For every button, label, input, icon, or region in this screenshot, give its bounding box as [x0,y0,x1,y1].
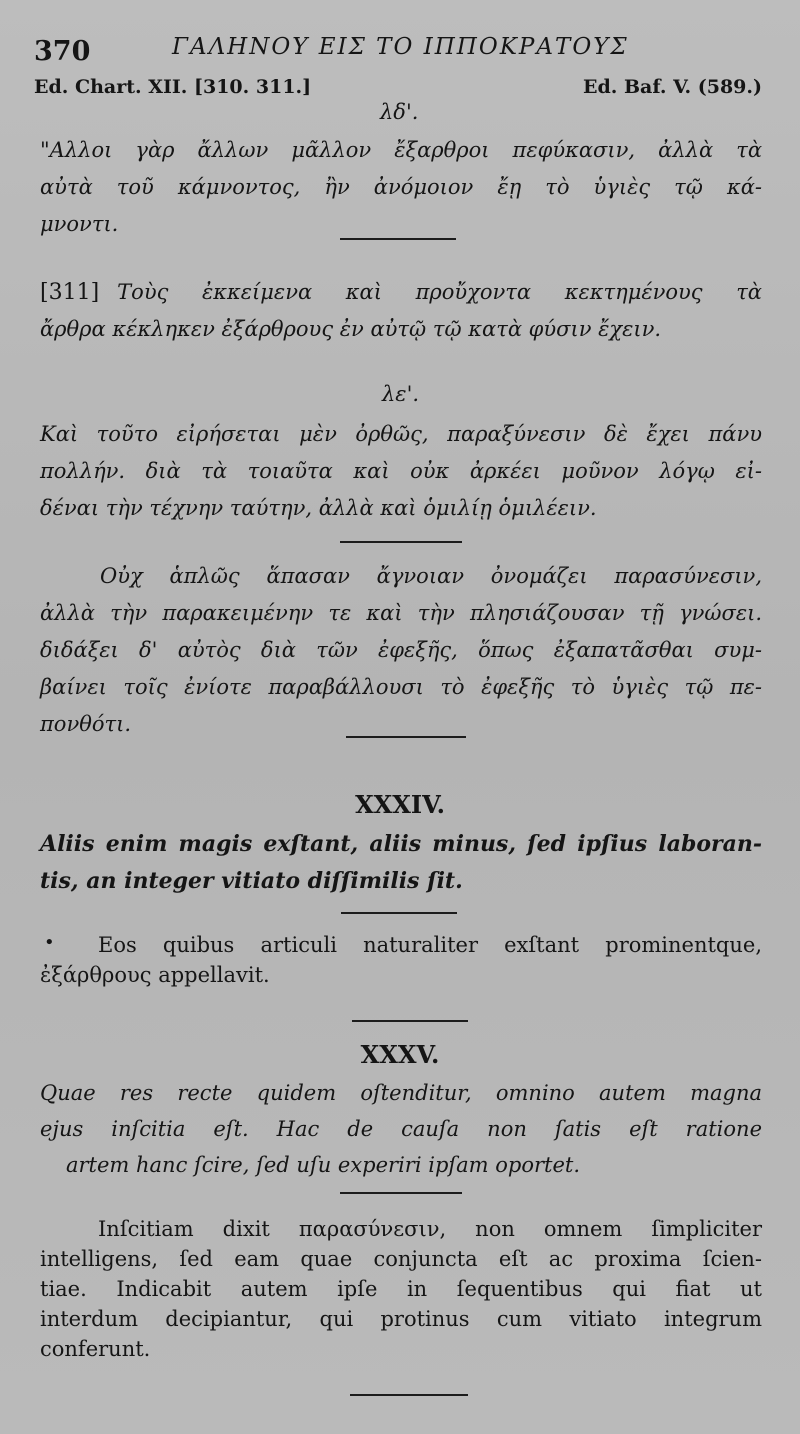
page-marker-311: [311] [40,280,100,305]
text-line: Aliis enim magis exſtant, aliis minus, ſed ipſius laboran- [40,831,762,857]
text-line: ἄρθρα κέκληκεν ἐξάρθρους ἐν αὐτῷ τῷ κατὰ φύσιν ἔχειν. [40,317,662,341]
text-line: intelligens, ſed eam quae conjuncta eſt ac proxima ſcien- [40,1247,762,1271]
section-divider [350,1394,468,1396]
greek-aphorism-34 [40,132,762,243]
section-divider [341,912,457,914]
greek-commentary-35 [40,558,762,743]
text-line: tiae. Indicabit autem ipſe in ſequentibus qui fiat ut [40,1277,762,1301]
text-line: βαίνει τοῖς ἐνίοτε παραβάλλουσι τὸ ἐφεξῆς τὸ ὑγιὲς τῷ πε- [40,675,762,699]
latin-aphorism-35 [40,1075,762,1183]
section-number-greek-35: λε'. [382,382,420,406]
text-line: artem hanc ſcire, ſed uſu experiri ipſam oportet. [66,1153,581,1177]
text-line: πονθότι. [40,712,132,736]
bullet-mark: • [44,932,55,953]
text-line: conferunt. [40,1337,151,1361]
text-line [40,274,762,311]
text-line: "Αλλοι γὰρ ἄλλων μᾶλλον ἔξαρθροι πεφύκασιν, ἀλλὰ τὰ [40,138,762,162]
edition-reference-right: Ed. Baf. V. (589.) [583,76,762,98]
text-line-part: Τοὺς ἐκκείμενα καὶ προὔχοντα κεκτημένους τὰ [117,280,762,304]
section-divider [352,1020,468,1022]
section-divider [340,541,462,543]
latin-commentary-35 [40,1214,762,1364]
text-line: πολλήν. διὰ τὰ τοιαῦτα καὶ οὐκ ἀρκέει μοῦνον λόγῳ εἰ- [40,459,762,483]
text-line: Quae res recte quidem oſtenditur, omnino autem magna [40,1081,762,1105]
section-number-greek-34: λδ'. [380,100,419,124]
text-line: μνοντι. [40,212,119,236]
section-number-roman-35: XXXV. [360,1040,440,1069]
text-line: ἐξάρθρους appellavit. [40,963,270,987]
greek-commentary-311 [40,274,762,348]
text-line: ἀλλὰ τὴν παρακειμένην τε καὶ τὴν πλησιάζουσαν τῇ γνώσει. [40,601,762,625]
text-line: δέναι τὴν τέχνην ταύτην, ἀλλὰ καὶ ὁμιλίῃ ὁμιλέειν. [40,496,597,520]
edition-reference-left: Ed. Chart. XII. [310. 311.] [34,76,312,98]
text-line: tis, an integer vitiato diſſimilis ſit. [40,868,463,894]
text-line: interdum decipiantur, qui protinus cum vitiato integrum [40,1307,762,1331]
text-line: ejus inſcitia eſt. Hac de cauſa non ſatis eſt ratione [40,1117,762,1141]
running-title: ΓΑΛΗΝΟΥ ΕΙΣ ΤΟ ΙΠΠΟΚΡΑΤΟΥΣ [172,34,629,60]
text-line: Καὶ τοῦτο εἰρήσεται μὲν ὀρθῶς, παραξύνεσιν δὲ ἔχει πάνυ [40,422,762,446]
text-line: αὐτὰ τοῦ κάμνοντος, ἢν ἀνόμοιον ἔῃ τὸ ὑγιὲς τῷ κά- [40,175,762,199]
section-divider [340,1192,462,1194]
text-line: Inſcitiam dixit παρασύνεσιν, non omnem ſimpliciter [98,1217,762,1241]
latin-aphorism-34 [40,826,762,900]
latin-commentary-34 [40,930,762,990]
page-number: 370 [34,36,91,67]
greek-aphorism-35 [40,416,762,527]
section-number-roman-34: XXXIV. [355,790,445,819]
section-divider [340,238,456,240]
text-line: Οὐχ ἁπλῶς ἅπασαν ἄγνοιαν ὀνομάζει παρασύνεσιν, [100,564,762,588]
text-line: διδάξει δ' αὐτὸς διὰ τῶν ἐφεξῆς, ὅπως ἐξαπατᾶσθαι συμ- [40,638,762,662]
text-line: Eos quibus articuli naturaliter exſtant prominentque, [98,933,762,957]
section-divider [346,736,466,738]
